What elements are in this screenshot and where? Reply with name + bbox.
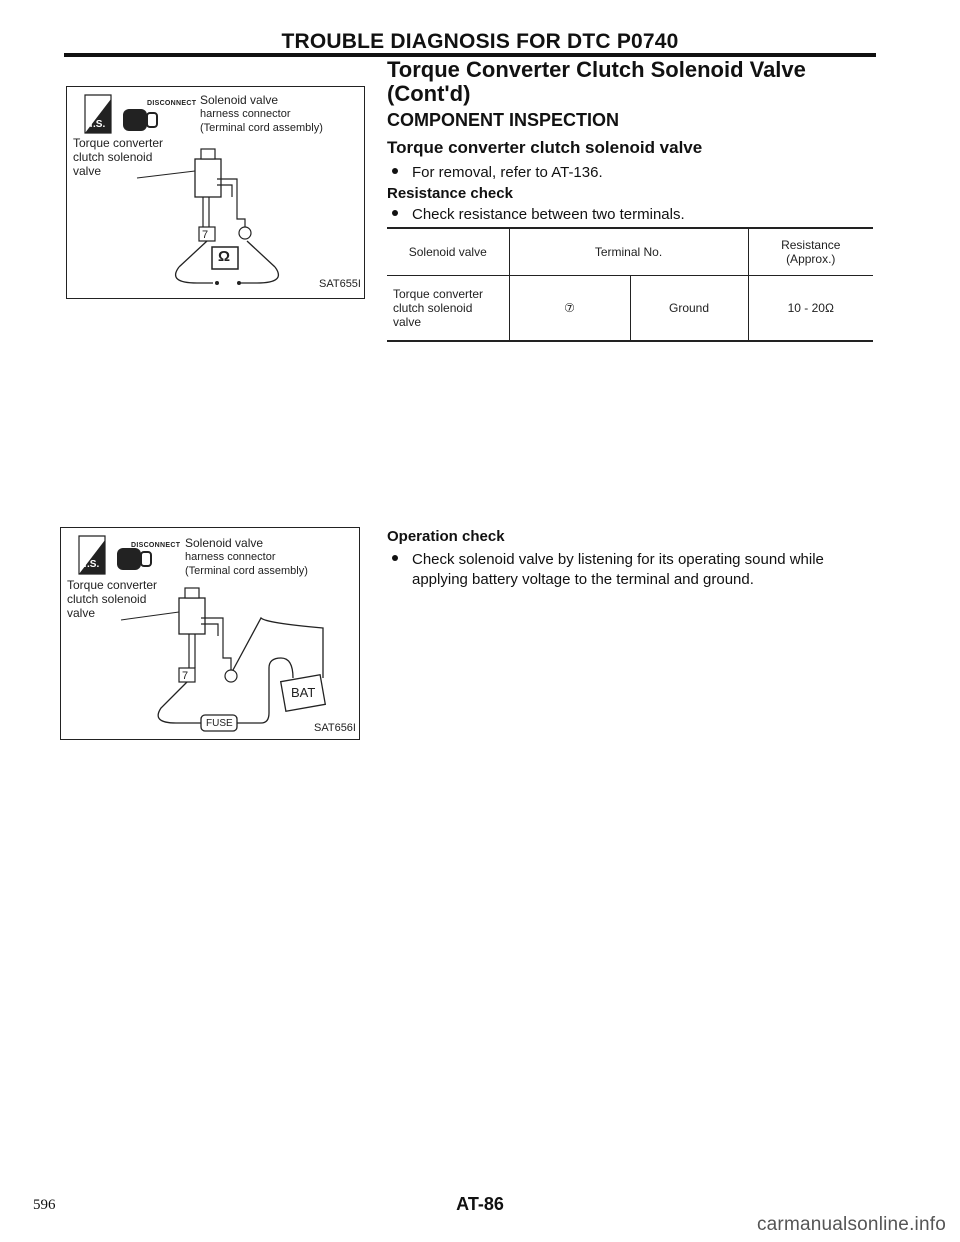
cell-name-line1: Torque converter [393,287,484,301]
fig1-id: SAT655I [319,278,361,290]
cell-name-line2: clutch solenoid [393,301,473,315]
header-solenoid: Solenoid valve [387,228,509,276]
operation-bullet [392,550,824,570]
removal-bullet-text: For removal, refer to AT-136. [412,164,603,181]
figure-operation-check [60,527,360,740]
figure-resistance-check [66,86,365,299]
fig2-label-2: clutch solenoid [67,592,147,606]
fig1-disconnect: DISCONNECT [147,100,197,107]
fig2-connector-2: harness connector [185,551,276,563]
header-terminal: Terminal No. [509,228,748,276]
header-resistance [748,228,873,276]
bullet-dot [392,168,398,174]
fig1-label-2: clutch solenoid [73,150,153,164]
fig2-id: SAT656I [314,722,356,734]
cell-terminal-b: Ground [630,276,748,342]
removal-bullet [392,163,603,183]
ohm-meter-icon: Ω [218,248,231,265]
table-header-row [387,228,873,276]
battery-icon: BAT [291,685,316,700]
fig1-connector-1: Solenoid valve [200,93,279,107]
cell-terminal-a: ⑦ [509,276,630,342]
fig2-label-1: Torque converter [67,578,158,592]
fig1-connector-2: harness connector [200,108,291,120]
fuse-icon: FUSE [206,718,233,729]
fig2-ts: T.S. [82,559,100,570]
fig1-ts: T.S. [88,119,106,130]
resistance-table [387,227,873,342]
cell-name-line3: valve [393,315,422,329]
operation-check-heading: Operation check [387,528,505,545]
fig2-terminal: 7 [182,670,189,682]
header-resistance-1: Resistance [781,238,841,252]
solenoid-subheading: Torque converter clutch solenoid valve [387,138,703,157]
fig2-label-3: valve [67,606,96,620]
fig1-terminal: 7 [202,229,209,241]
table-row [387,276,873,342]
watermark: carmanualsonline.info [756,1214,946,1235]
cell-solenoid-name [387,276,509,342]
cell-resistance: 10 - 20Ω [748,276,873,342]
fig1-label-1: Torque converter [73,136,164,150]
fig2-connector-3: (Terminal cord assembly) [185,565,308,577]
section-title-line1: Torque Converter Clutch Solenoid Valve [387,57,806,82]
header-resistance-2: (Approx.) [786,252,836,266]
bullet-dot [392,555,398,561]
operation-bullet-line2: applying battery voltage to the terminal and ground. [412,571,754,588]
section-title-line2: (Cont'd) [387,81,471,106]
bullet-dot [392,210,398,216]
fig1-connector-3: (Terminal cord assembly) [200,122,323,134]
fig2-disconnect: DISCONNECT [131,542,181,549]
resistance-bullet-text: Check resistance between two terminals. [412,206,685,223]
page-number: 596 [33,1197,56,1213]
resistance-bullet [392,205,685,225]
resistance-check-heading: Resistance check [387,185,513,202]
section-title [387,58,806,106]
section-page-number: AT-86 [456,1194,504,1214]
fig1-label-3: valve [73,164,102,178]
page-header-title: TROUBLE DIAGNOSIS FOR DTC P0740 [281,30,679,53]
operation-bullet-line1: Check solenoid valve by listening for its operating sound while [412,551,824,568]
fig2-connector-1: Solenoid valve [185,536,264,550]
component-inspection-heading: COMPONENT INSPECTION [387,110,620,130]
